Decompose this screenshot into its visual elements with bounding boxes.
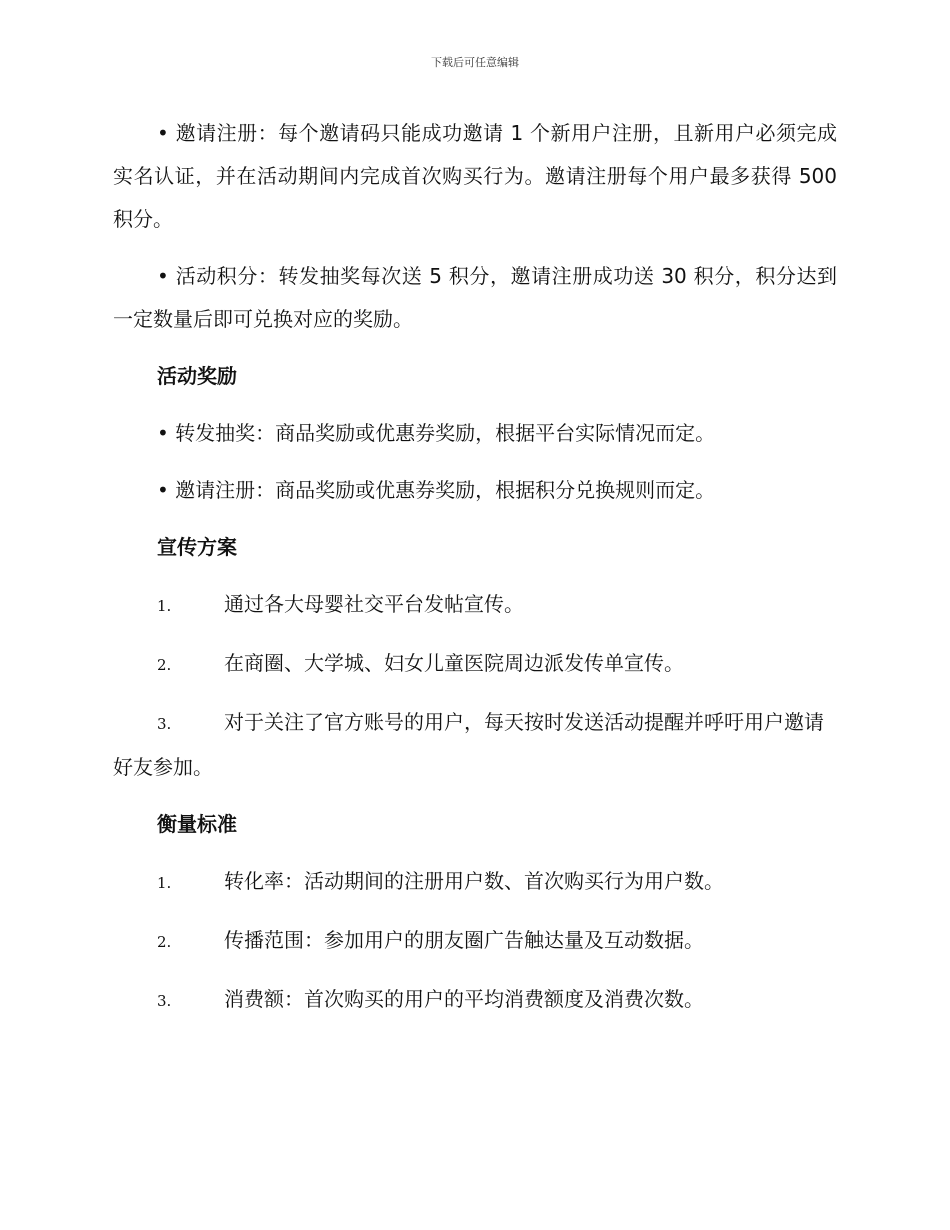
promotion-item bbox=[113, 701, 837, 789]
rule-activity-points: • 活动积分：转发抽奖每次送 5 积分，邀请注册成功送 30 积分，积分达到一定数量后即可兑换对应的奖励。 bbox=[113, 264, 837, 331]
list-number: 1. bbox=[157, 597, 172, 615]
list-number: 3. bbox=[157, 992, 172, 1010]
metric-item bbox=[113, 919, 837, 964]
list-text: 在商圈、大学城、妇女儿童医院周边派发传单宣传。 bbox=[224, 651, 684, 675]
metrics-heading: 衡量标准 bbox=[157, 812, 237, 836]
reward-item: • 转发抽奖：商品奖励或优惠券奖励，根据平台实际情况而定。 bbox=[157, 421, 716, 445]
list-text: 消费额：首次购买的用户的平均消费额度及消费次数。 bbox=[224, 987, 704, 1011]
list-number: 2. bbox=[157, 656, 172, 674]
metric-item bbox=[113, 860, 837, 905]
rewards-heading: 活动奖励 bbox=[157, 364, 237, 388]
list-number: 1. bbox=[157, 874, 172, 892]
list-text: 通过各大母婴社交平台发帖宣传。 bbox=[224, 592, 524, 616]
list-text: 对于关注了官方账号的用户，每天按时发送活动提醒并呼吁用户邀请好友参加。 bbox=[113, 710, 824, 779]
promotion-heading: 宣传方案 bbox=[157, 535, 237, 559]
metric-item bbox=[113, 978, 837, 1023]
page-header-note: 下载后可任意编辑 bbox=[431, 56, 519, 69]
rule-invite-register: • 邀请注册：每个邀请码只能成功邀请 1 个新用户注册，且新用户必须完成实名认证，并在活动期间内完成首次购买行为。邀请注册每个用户最多获得 500 积分。 bbox=[113, 121, 837, 231]
promotion-item bbox=[113, 642, 837, 687]
promotion-item bbox=[113, 583, 837, 628]
list-number: 3. bbox=[157, 715, 172, 733]
document-body bbox=[113, 112, 837, 1037]
list-text: 传播范围：参加用户的朋友圈广告触达量及互动数据。 bbox=[224, 928, 704, 952]
list-number: 2. bbox=[157, 933, 172, 951]
reward-item: • 邀请注册：商品奖励或优惠券奖励，根据积分兑换规则而定。 bbox=[157, 478, 716, 502]
list-text: 转化率：活动期间的注册用户数、首次购买行为用户数。 bbox=[224, 869, 724, 893]
